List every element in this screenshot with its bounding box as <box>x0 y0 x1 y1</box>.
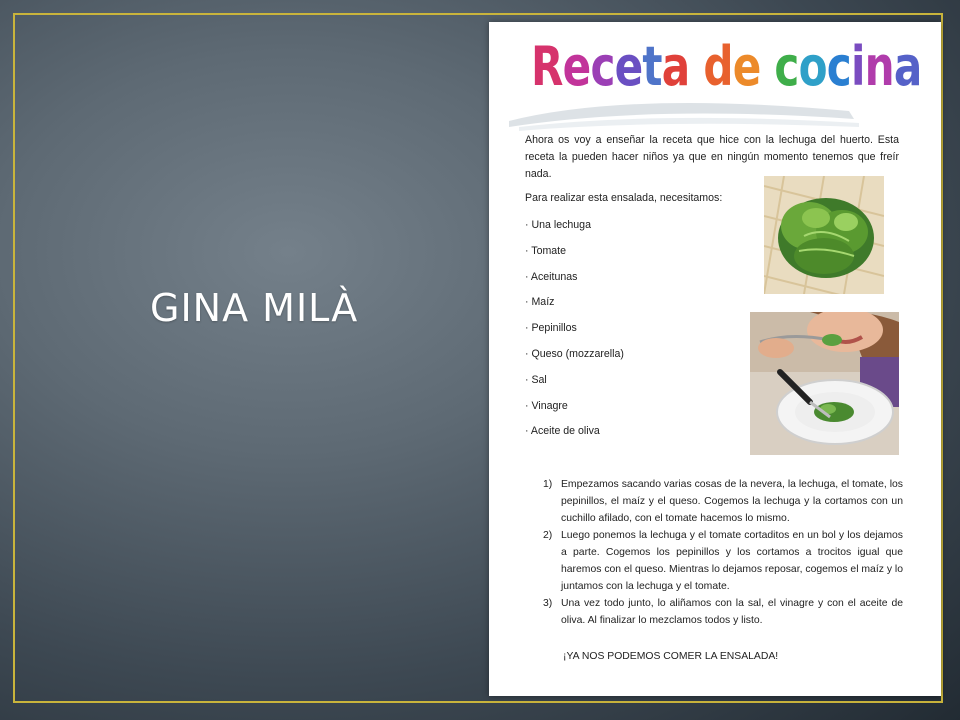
title-banner <box>509 35 922 136</box>
ingredient-item: · Maíz <box>525 296 555 309</box>
title-letter: e <box>732 35 761 98</box>
title-letter: t <box>642 35 662 98</box>
closing-text: ¡YA NOS PODEMOS COMER LA ENSALADA! <box>563 651 779 662</box>
needs-heading: Para realizar esta ensalada, necesitamos: <box>525 192 723 204</box>
step-text: Una vez todo junto, lo aliñamos con la sal, el vinagre y con el aceite de oliva. Al finalizar lo mezclamos todos y listo. <box>561 598 903 626</box>
title-letter: R <box>531 35 563 98</box>
ingredient-item: · Pepinillos <box>525 322 577 335</box>
ingredient-item: · Vinagre <box>525 399 568 412</box>
step-text: Luego ponemos la lechuga y el tomate cortaditos en un bol y los dejamos a parte. Cogemos los pepinillos y los cortamos a trocitos igual que haremos con el queso. Mientras lo dejamos reposar, cogemos el maíz y lo juntamos con la lechuga y el tomate. <box>561 530 903 592</box>
title-letter: e <box>614 35 643 98</box>
recipe-title <box>531 35 922 98</box>
title-letter: d <box>703 35 733 98</box>
title-letter: e <box>562 35 591 98</box>
step-number: 2) <box>543 530 553 541</box>
title-letter: o <box>798 35 827 98</box>
title-letter: n <box>864 35 894 98</box>
title-letter <box>761 40 775 94</box>
step-item <box>543 595 903 629</box>
ingredient-item: · Sal <box>525 373 547 386</box>
author-name: GINA MILÀ <box>150 286 359 330</box>
girl-eating-photo <box>750 312 899 455</box>
step-item <box>543 476 903 527</box>
intro-text: Ahora os voy a enseñar la receta que hice con la lechuga del huerto. Esta receta la pueden hacer niños ya que en ningún momento tenemos que freír nada. <box>525 134 899 180</box>
title-letter: a <box>893 35 922 98</box>
ingredient-item: · Una lechuga <box>525 219 591 231</box>
title-letter <box>689 40 703 94</box>
title-letter: c <box>826 35 851 98</box>
title-letter: i <box>850 35 865 98</box>
recipe-document <box>489 22 941 696</box>
step-text: Empezamos sacando varias cosas de la nevera, la lechuga, el tomate, los pepinillos, el maíz y el queso. Cogemos la lechuga y la cortamos con un cuchillo afilado, con el tomate hacemos lo mismo. <box>561 479 903 524</box>
title-letter: c <box>774 35 799 98</box>
title-letter: a <box>661 35 690 98</box>
ingredient-item: · Tomate <box>525 244 567 257</box>
lettuce-photo <box>764 176 884 294</box>
steps-list <box>543 476 903 629</box>
title-letter: c <box>590 35 615 98</box>
ingredient-item: · Queso (mozzarella) <box>525 347 624 360</box>
step-item <box>543 527 903 595</box>
ingredient-item: · Aceite de oliva <box>525 425 600 438</box>
step-number: 1) <box>543 479 553 490</box>
step-number: 3) <box>543 598 553 609</box>
ingredient-list <box>525 218 624 450</box>
ingredient-item: · Aceitunas <box>525 270 578 283</box>
